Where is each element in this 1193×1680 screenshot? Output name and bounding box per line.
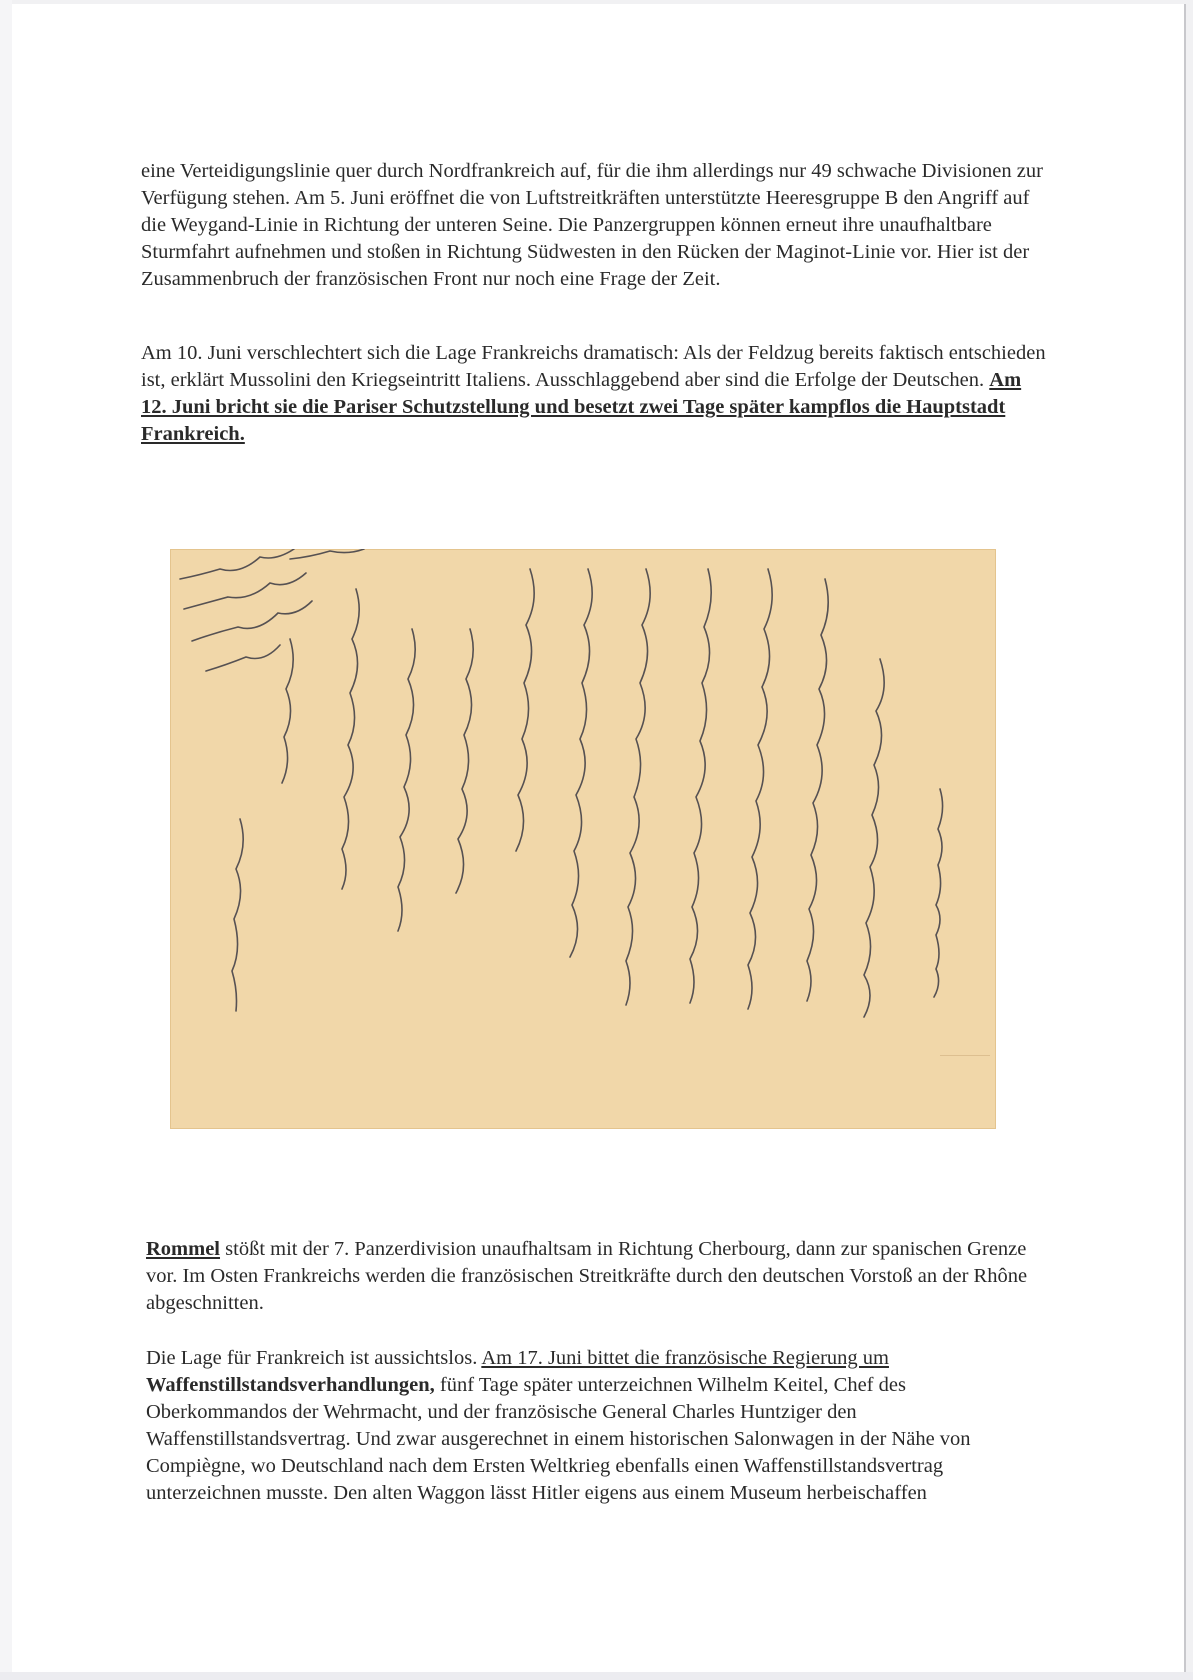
- paragraph-3: [146, 1236, 1051, 1317]
- handwritten-postcard-image: [170, 549, 996, 1129]
- paragraph-1-text: eine Verteidigungslinie quer durch Nordfrankreich auf, für die ihm allerdings nur 49 schwache Divisionen zur Verfügung stehen. Am 5. Juni eröffnet die von Luftstreitkräften unterstützte Heeresgruppe B den Angriff auf die Weygand-Linie in Richtung der unteren Seine. Die Panzergruppen können erneut ihre unaufhaltbare Sturmfahrt aufnehmen und stoßen in Richtung Südwesten in den Rücken der Maginot-Linie vor. Hier ist der Zusammenbruch der französischen Front nur noch eine Frage der Zeit.: [141, 160, 1043, 290]
- paragraph-2: [141, 340, 1046, 448]
- paragraph-4-bold: Waffenstillstandsverhandlungen,: [146, 1374, 435, 1396]
- paragraph-3-text: stößt mit der 7. Panzerdivision unaufhaltsam in Richtung Cherbourg, dann zur spanischen Grenze vor. Im Osten Frankreichs werden die französischen Streitkräfte durch den deutschen Vorstoß an der Rhône abgeschnitten.: [146, 1238, 1028, 1314]
- paragraph-4-rest: fünf Tage später unterzeichnen Wilhelm Keitel, Chef des Oberkommandos der Wehrmacht, und der französische General Charles Huntziger den Waffenstillstandsvertrag. Und zwar ausgerechnet in einem historischen Salonwagen in der Nähe von Compiègne, wo Deutschland nach dem Ersten Weltkrieg ebenfalls einen Waffenstillstandsvertrag unterzeichnen musste. Den alten Waggon lässt Hitler eigens aus einem Museum herbeischaffen: [146, 1374, 971, 1504]
- paragraph-4-underline: Am 17. Juni bittet die französische Regierung um: [481, 1347, 889, 1369]
- paragraph-1: [141, 158, 1046, 293]
- rommel-name: Rommel: [146, 1238, 221, 1260]
- postcard-corner: [940, 1055, 990, 1088]
- scan-edge-bottom: [0, 1672, 1193, 1680]
- paragraph-2-text: Am 10. Juni verschlechtert sich die Lage Frankreichs dramatisch: Als der Feldzug bereits faktisch entschieden ist, erklärt Mussolini den Kriegseintritt Italiens. Ausschlaggebend aber sind die Erfolge der Deutschen.: [141, 342, 1046, 391]
- scan-edge: [0, 0, 12, 1680]
- paragraph-4: [146, 1345, 1051, 1507]
- paragraph-4-text: Die Lage für Frankreich ist aussichtslos.: [146, 1347, 482, 1369]
- handwriting-icon: [170, 549, 996, 1129]
- paragraph-2-highlight: Am 12. Juni bricht sie die Pariser Schutzstellung und besetzt zwei Tage später kampflos die Hauptstadt Frankreich.: [141, 369, 1022, 445]
